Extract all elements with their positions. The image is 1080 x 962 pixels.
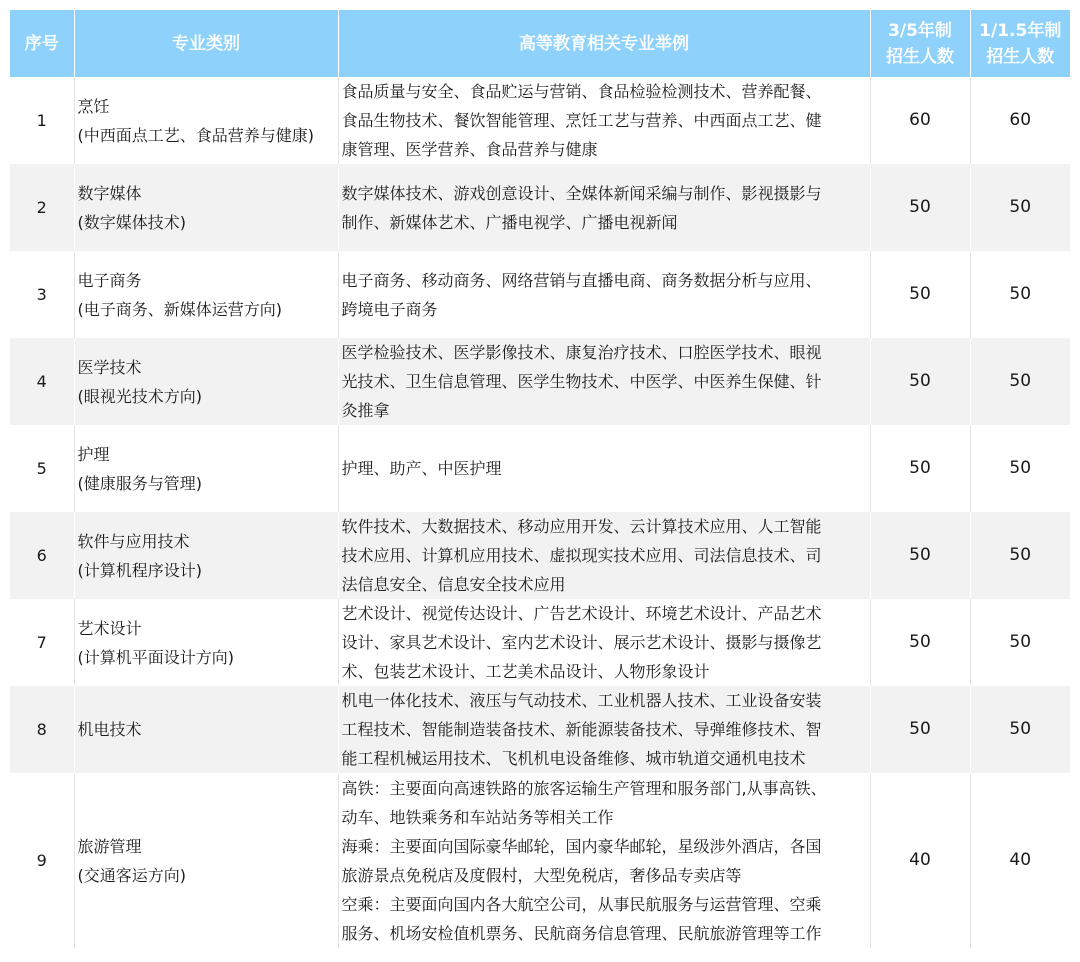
table-row: [10, 338, 1070, 425]
row-index: 5: [10, 425, 74, 512]
row-index: 9: [10, 773, 74, 948]
category-direction: (计算机平面设计方向): [77, 647, 234, 667]
quota-1-1-5: 50: [970, 512, 1070, 599]
row-category-cell: [74, 773, 338, 948]
quota-1-1-5: 60: [970, 77, 1070, 164]
admissions-table: [10, 10, 1070, 948]
header-examples: 高等教育相关专业举例: [338, 10, 870, 77]
category-direction: (计算机程序设计): [77, 560, 202, 580]
header-quota-3-5: [870, 10, 970, 77]
table-row: [10, 773, 1070, 948]
quota-3-5: 50: [870, 251, 970, 338]
example-line: 旅游景点免税店及度假村，大型免税店，奢侈品专卖店等: [341, 865, 742, 885]
example-line: 服务、机场安检值机票务、民航商务信息管理、民航旅游管理等工作: [341, 923, 822, 943]
header-index: 序号: [10, 10, 74, 77]
quota-3-5: 40: [870, 773, 970, 948]
category-name: 烹饪: [77, 96, 110, 116]
example-line: 食品生物技术、餐饮智能管理、烹饪工艺与营养、中西面点工艺、健: [341, 111, 822, 130]
row-category-cell: [74, 599, 338, 686]
row-index: 2: [10, 164, 74, 251]
example-line: 康管理、医学营养、食品营养与健康: [341, 140, 598, 159]
row-category-cell: [74, 251, 338, 338]
example-line: 动车、地铁乘务和车站站务等相关工作: [341, 807, 614, 827]
example-line: 灸推拿: [341, 401, 390, 420]
quota-1-1-5: 50: [970, 164, 1070, 251]
row-examples-cell: [338, 338, 870, 425]
row-index: 8: [10, 686, 74, 773]
example-line: 艺术设计、视觉传达设计、广告艺术设计、环境艺术设计、产品艺术: [341, 604, 822, 623]
example-line: 设计、家具艺术设计、室内艺术设计、展示艺术设计、摄影与摄像艺: [341, 633, 822, 652]
row-index: 1: [10, 77, 74, 164]
example-line: 食品质量与安全、食品贮运与营销、食品检验检测技术、营养配餐、: [341, 82, 822, 101]
category-name: 机电技术: [77, 720, 142, 739]
header-quota-1-1-5: [970, 10, 1070, 77]
table-row: [10, 425, 1070, 512]
quota-3-5: 50: [870, 512, 970, 599]
quota-1-1-5: 50: [970, 686, 1070, 773]
table-row: [10, 686, 1070, 773]
example-line: 法信息安全、信息安全技术应用: [341, 575, 566, 594]
row-index: 7: [10, 599, 74, 686]
row-category-cell: [74, 686, 338, 773]
category-name: 旅游管理: [77, 836, 142, 856]
header-quota-3-5-line1: 3/5年制: [888, 20, 952, 41]
category-direction: (中西面点工艺、食品营养与健康): [77, 125, 314, 145]
example-line: 医学检验技术、医学影像技术、康复治疗技术、口腔医学技术、眼视: [341, 343, 822, 362]
category-name: 电子商务: [77, 270, 142, 290]
quota-3-5: 50: [870, 425, 970, 512]
example-line: 术、包装艺术设计、工艺美术品设计、人物形象设计: [341, 662, 710, 681]
category-name: 艺术设计: [77, 618, 142, 638]
category-direction: (数字媒体技术): [77, 212, 186, 232]
row-examples-cell: [338, 425, 870, 512]
category-direction: (健康服务与管理): [77, 473, 202, 493]
row-category-cell: [74, 338, 338, 425]
table-row: [10, 77, 1070, 164]
example-line: 海乘：主要面向国际豪华邮轮，国内豪华邮轮，星级涉外酒店，各国: [341, 836, 822, 856]
category-name: 数字媒体: [77, 183, 142, 203]
row-examples-cell: [338, 773, 870, 948]
header-category: 专业类别: [74, 10, 338, 77]
row-category-cell: [74, 164, 338, 251]
row-category-cell: [74, 512, 338, 599]
example-line: 技术应用、计算机应用技术、虚拟现实技术应用、司法信息技术、司: [341, 546, 822, 565]
table-header: [10, 10, 1070, 77]
quota-3-5: 50: [870, 686, 970, 773]
row-index: 6: [10, 512, 74, 599]
table-row: [10, 164, 1070, 251]
example-line: 高铁：主要面向高速铁路的旅客运输生产管理和服务部门,从事高铁、: [341, 778, 827, 798]
example-line: 制作、新媒体艺术、广播电视学、广播电视新闻: [341, 212, 678, 232]
quota-3-5: 50: [870, 338, 970, 425]
category-direction: (交通客运方向): [77, 865, 186, 885]
example-line: 软件技术、大数据技术、移动应用开发、云计算技术应用、人工智能: [341, 517, 822, 536]
example-line: 机电一体化技术、液压与气动技术、工业机器人技术、工业设备安装: [341, 691, 822, 710]
row-examples-cell: [338, 164, 870, 251]
category-name: 医学技术: [77, 357, 142, 377]
row-examples-cell: [338, 686, 870, 773]
header-row: [10, 10, 1070, 77]
example-line: 电子商务、移动商务、网络营销与直播电商、商务数据分析与应用、: [341, 270, 822, 290]
header-quota-1-1-5-line1: 1/1.5年制: [979, 20, 1062, 41]
category-name: 护理: [77, 444, 110, 464]
example-line: 护理、助产、中医护理: [341, 459, 502, 478]
row-index: 4: [10, 338, 74, 425]
table-row: [10, 599, 1070, 686]
row-examples-cell: [338, 599, 870, 686]
quota-3-5: 50: [870, 164, 970, 251]
category-direction: (电子商务、新媒体运营方向): [77, 299, 282, 319]
row-index: 3: [10, 251, 74, 338]
category-name: 软件与应用技术: [77, 531, 190, 551]
table-row: [10, 251, 1070, 338]
example-line: 数字媒体技术、游戏创意设计、全媒体新闻采编与制作、影视摄影与: [341, 183, 822, 203]
header-quota-1-1-5-line2: 招生人数: [986, 46, 1055, 67]
quota-3-5: 50: [870, 599, 970, 686]
quota-3-5: 60: [870, 77, 970, 164]
quota-1-1-5: 50: [970, 599, 1070, 686]
row-category-cell: [74, 425, 338, 512]
quota-1-1-5: 50: [970, 338, 1070, 425]
quota-1-1-5: 50: [970, 251, 1070, 338]
row-examples-cell: [338, 512, 870, 599]
header-quota-3-5-line2: 招生人数: [886, 46, 954, 67]
row-examples-cell: [338, 77, 870, 164]
category-direction: (眼视光技术方向): [77, 386, 202, 406]
row-examples-cell: [338, 251, 870, 338]
example-line: 光技术、卫生信息管理、医学生物技术、中医学、中医养生保健、针: [341, 372, 822, 391]
example-line: 能工程机械运用技术、飞机机电设备维修、城市轨道交通机电技术: [341, 749, 806, 768]
row-category-cell: [74, 77, 338, 164]
example-line: 跨境电子商务: [341, 299, 438, 319]
example-line: 工程技术、智能制造装备技术、新能源装备技术、导弹维修技术、智: [341, 720, 822, 739]
quota-1-1-5: 40: [970, 773, 1070, 948]
example-line: 空乘：主要面向国内各大航空公司，从事民航服务与运营管理、空乘: [341, 894, 822, 914]
table-body: [10, 77, 1070, 948]
table-row: [10, 512, 1070, 599]
quota-1-1-5: 50: [970, 425, 1070, 512]
